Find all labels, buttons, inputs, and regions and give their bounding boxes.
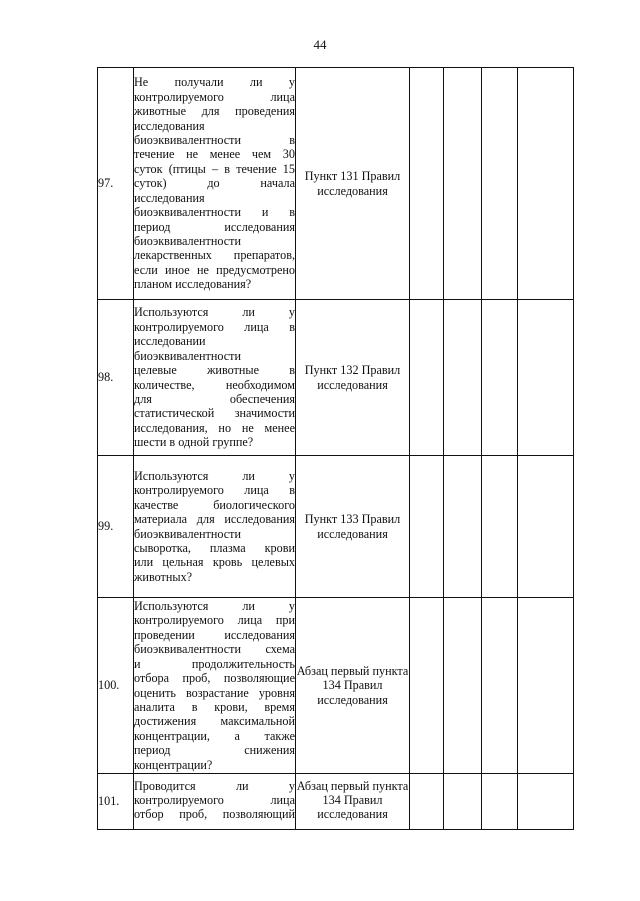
question-line: животных? <box>134 569 193 584</box>
question-line: лекарственных препаратов, <box>134 248 295 263</box>
question-line: Используются ли у <box>134 468 295 483</box>
question-line: контролируемого лица в <box>134 319 295 334</box>
table-row <box>98 68 574 300</box>
question-line: материала для исследования <box>134 512 295 527</box>
answer-na-cell <box>482 774 518 830</box>
question-line: Используются ли у <box>134 599 295 614</box>
reference-text: Абзац первый пункта 134 Правил исследования <box>296 778 409 822</box>
reference-text: Пункт 131 Правил исследования <box>304 169 401 198</box>
question-line: контролируемого лица при <box>134 613 295 628</box>
note-cell <box>518 68 574 300</box>
question-line: Проводится ли у <box>134 778 295 793</box>
question-line: биоэквивалентности схема <box>134 642 295 657</box>
question-line: проведении исследования <box>134 627 295 642</box>
note-cell <box>518 456 574 598</box>
question-line: Используются ли у <box>134 305 295 320</box>
reference-text: Пункт 133 Правил исследования <box>304 512 401 541</box>
answer-yes-cell <box>410 456 444 598</box>
answer-no-cell <box>444 456 482 598</box>
answer-na-cell <box>482 300 518 456</box>
question-line: биоэквивалентности <box>134 233 242 248</box>
question-line: концентрации? <box>134 757 213 772</box>
item-number: 97. <box>98 68 134 300</box>
table-row <box>98 774 574 830</box>
answer-yes-cell <box>410 598 444 774</box>
table-row <box>98 300 574 456</box>
item-number: 98. <box>98 300 134 456</box>
question-line: Не получали ли у <box>134 75 295 90</box>
question-line: целевые животные в <box>134 363 295 378</box>
question-line: суток (птицы – в течение 15 <box>134 161 295 176</box>
question-line: контролируемого лица в <box>134 483 295 498</box>
reference-text: Абзац первый пункта 134 Правил исследования <box>296 663 409 707</box>
question-line: для обеспечения <box>134 391 295 406</box>
question-line: биоэквивалентности <box>134 526 242 541</box>
answer-no-cell <box>444 598 482 774</box>
question-cell <box>134 598 296 774</box>
page-number: 44 <box>313 37 327 52</box>
question-line: если иное не предусмотрено <box>134 262 295 277</box>
question-line: и продолжительность <box>134 656 295 671</box>
question-line: качестве биологического <box>134 497 295 512</box>
question-line: или цельная кровь целевых <box>134 555 295 570</box>
question-line: исследования <box>134 118 205 133</box>
question-line: планом исследования? <box>134 277 252 292</box>
checklist-table <box>97 67 574 830</box>
item-number: 99. <box>98 456 134 598</box>
requirement-reference <box>296 456 410 598</box>
question-line: исследования <box>134 190 205 205</box>
question-line: аналита в крови, время <box>134 699 295 714</box>
question-line: отбора проб, позволяющие <box>134 671 295 686</box>
question-line: период исследования <box>134 219 295 234</box>
requirement-reference <box>296 68 410 300</box>
answer-no-cell <box>444 68 482 300</box>
answer-yes-cell <box>410 68 444 300</box>
question-line: исследовании <box>134 334 206 349</box>
question-line: контролируемого лица <box>134 792 295 807</box>
question-line: количестве, необходимом <box>134 377 295 392</box>
question-line: шести в одной группе? <box>134 435 254 450</box>
question-line: период снижения <box>134 743 295 758</box>
answer-no-cell <box>444 774 482 830</box>
table-row <box>98 598 574 774</box>
question-line: достижения максимальной <box>134 714 295 729</box>
answer-yes-cell <box>410 300 444 456</box>
question-line: животные для проведения <box>134 104 295 119</box>
note-cell <box>518 598 574 774</box>
question-line: концентрации, а также <box>134 728 295 743</box>
question-cell <box>134 456 296 598</box>
reference-text: Пункт 132 Правил исследования <box>304 363 401 392</box>
item-number: 101. <box>98 774 134 830</box>
question-cell <box>134 68 296 300</box>
table-row <box>98 456 574 598</box>
requirement-reference <box>296 774 410 830</box>
question-line: сыворотка, плазма крови <box>134 540 295 555</box>
question-line: биоэквивалентности <box>134 348 242 363</box>
note-cell <box>518 300 574 456</box>
question-line: статистической значимости <box>134 406 295 421</box>
question-line: течение не менее чем 30 <box>134 147 295 162</box>
requirement-reference <box>296 300 410 456</box>
question-line: отбор проб, позволяющий <box>134 807 295 822</box>
question-line: контролируемого лица <box>134 89 295 104</box>
question-line: суток) до начала <box>134 176 295 191</box>
answer-na-cell <box>482 68 518 300</box>
question-line: биоэквивалентности и в <box>134 205 295 220</box>
question-line: биоэквивалентности в <box>134 133 295 148</box>
item-number: 100. <box>98 598 134 774</box>
answer-no-cell <box>444 300 482 456</box>
question-line: оценить возрастание уровня <box>134 685 295 700</box>
answer-yes-cell <box>410 774 444 830</box>
answer-na-cell <box>482 456 518 598</box>
question-line: исследования, но не менее <box>134 420 295 435</box>
answer-na-cell <box>482 598 518 774</box>
note-cell <box>518 774 574 830</box>
requirement-reference <box>296 598 410 774</box>
question-cell <box>134 774 296 830</box>
question-cell <box>134 300 296 456</box>
